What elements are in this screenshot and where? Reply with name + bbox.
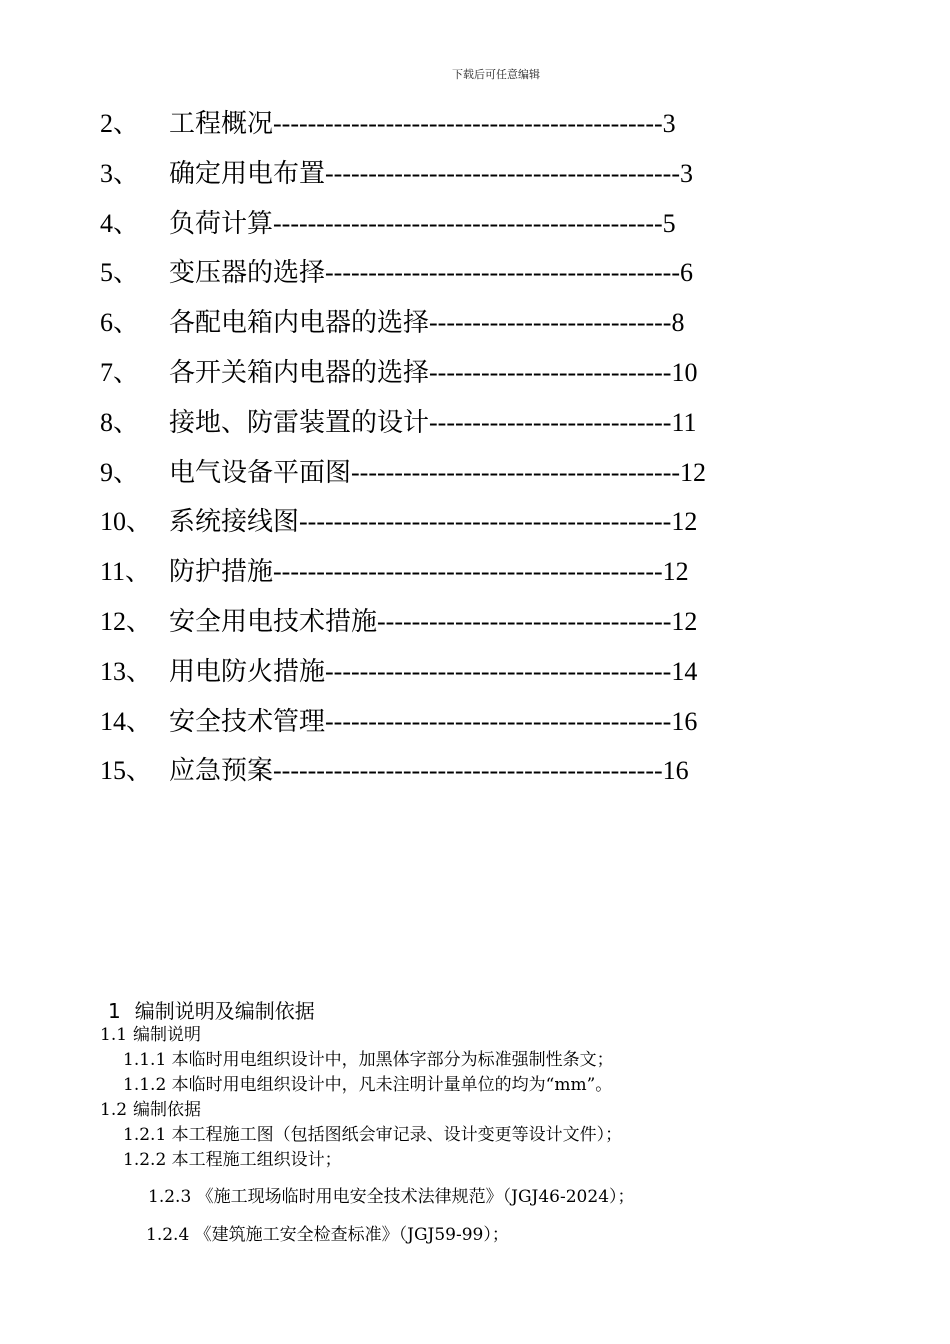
toc-entry-number: 10、	[100, 507, 153, 537]
toc-page-number: 11	[671, 407, 697, 437]
toc-entry[interactable]	[100, 502, 820, 552]
clause-paragraph: 1.2.3 《施工现场临时用电安全技术法律规范》（JGJ46-2024）；	[148, 1187, 635, 1207]
toc-leader-dashes: --------------------------------------	[351, 457, 681, 487]
toc-leader-dashes: ---------------------------------------------	[273, 557, 663, 587]
toc-entry[interactable]	[100, 104, 820, 154]
toc-entry-number: 8、	[100, 407, 140, 437]
toc-entry-number: 5、	[100, 258, 140, 288]
toc-entry-line	[169, 751, 689, 791]
toc-entry-title: 防护措施	[169, 557, 274, 587]
toc-leader-dashes: -----------------------------------------	[325, 258, 681, 288]
toc-entry[interactable]	[100, 154, 820, 204]
toc-entry-number: 15、	[100, 756, 153, 786]
toc-leader-dashes: -----------------------------------------	[325, 158, 681, 188]
toc-entry-line	[169, 204, 676, 244]
toc-leader-dashes: ----------------------------	[429, 357, 672, 387]
toc-entry-line	[169, 154, 693, 194]
toc-entry-line	[169, 502, 697, 542]
toc-leader-dashes: ----------------------------	[429, 308, 672, 338]
toc-entry-title: 安全用电技术措施	[169, 606, 378, 636]
toc-entry[interactable]	[100, 602, 820, 652]
clause-paragraph: 1.2.1 本工程施工图（包括图纸会审记录、设计变更等设计文件）；	[123, 1125, 623, 1145]
toc-entry-number: 2、	[100, 109, 140, 138]
toc-leader-dashes: ----------------------------	[429, 407, 672, 437]
toc-leader-dashes: ----------------------------------	[377, 606, 672, 636]
toc-entry[interactable]	[100, 353, 820, 403]
clause-paragraph: 1.1.2 本临时用电组织设计中，凡未注明计量单位的均为“mm”。	[123, 1075, 613, 1095]
toc-entry[interactable]	[100, 204, 820, 254]
toc-entry-title: 系统接线图	[169, 507, 300, 537]
toc-entry-number: 7、	[100, 357, 140, 387]
toc-entry-number: 12、	[100, 606, 153, 636]
toc-entry-number: 11、	[100, 557, 152, 587]
toc-entry-line	[169, 552, 689, 592]
toc-entry-line	[169, 403, 697, 443]
toc-entry[interactable]	[100, 552, 820, 602]
toc-entry-number: 4、	[100, 208, 140, 238]
toc-leader-dashes: ----------------------------------------	[325, 656, 672, 686]
toc-entry-title: 接地、防雷装置的设计	[169, 407, 430, 437]
toc-page-number: 6	[680, 258, 694, 288]
toc-page-number: 16	[662, 756, 689, 786]
toc-page-number: 3	[680, 158, 694, 188]
toc-entry[interactable]	[100, 453, 820, 503]
toc-entry[interactable]	[100, 403, 820, 453]
toc-entry-title: 安全技术管理	[169, 706, 326, 736]
subsection-heading	[100, 1020, 201, 1045]
section-number: 1	[108, 999, 121, 1023]
toc-page-number: 12	[662, 557, 689, 587]
toc-entry-line	[169, 353, 697, 393]
toc-entry-title: 应急预案	[169, 756, 274, 786]
toc-page-number: 12	[680, 457, 707, 487]
toc-page-number: 5	[662, 208, 676, 238]
toc-entry-line	[169, 253, 693, 293]
toc-entry-title: 各开关箱内电器的选择	[169, 357, 430, 387]
toc-entry-line	[169, 702, 697, 742]
toc-entry[interactable]	[100, 751, 820, 801]
toc-entry-number: 3、	[100, 158, 140, 188]
table-of-contents	[100, 104, 820, 801]
toc-leader-dashes: ---------------------------------------------	[273, 208, 663, 238]
toc-entry-title: 各配电箱内电器的选择	[169, 308, 430, 338]
section-title: 编制说明及编制依据	[134, 999, 315, 1023]
subsection-number: 1.1	[100, 1025, 128, 1045]
subsection-title: 编制说明	[133, 1025, 202, 1045]
toc-entry-number: 9、	[100, 457, 140, 487]
toc-entry-title: 电气设备平面图	[169, 457, 352, 487]
toc-entry[interactable]	[100, 253, 820, 303]
toc-entry[interactable]	[100, 303, 820, 353]
toc-leader-dashes: ---------------------------------------------	[273, 109, 663, 138]
toc-page-number: 3	[662, 109, 676, 138]
toc-entry-number: 14、	[100, 706, 153, 736]
toc-entry-title: 负荷计算	[169, 208, 274, 238]
toc-page-number: 8	[671, 308, 685, 338]
subsection-number: 1.2	[100, 1100, 128, 1120]
toc-entry-number: 6、	[100, 308, 140, 338]
toc-page-number: 16	[671, 706, 698, 736]
clause-paragraph: 1.1.1 本临时用电组织设计中，加黑体字部分为标准强制性条文；	[123, 1050, 614, 1070]
subsection-title: 编制依据	[133, 1100, 202, 1120]
clause-paragraph: 1.2.2 本工程施工组织设计；	[123, 1150, 342, 1170]
clause-paragraph: 1.2.4 《建筑施工安全检查标准》（JGJ59-99）；	[146, 1225, 509, 1245]
toc-entry-title: 工程概况	[169, 109, 274, 138]
toc-leader-dashes: ---------------------------------------------	[273, 756, 663, 786]
toc-page-number: 10	[671, 357, 698, 387]
toc-leader-dashes: ----------------------------------------	[325, 706, 672, 736]
toc-entry-title: 确定用电布置	[169, 158, 326, 188]
toc-entry-line	[169, 602, 697, 642]
toc-entry-line	[169, 652, 697, 692]
toc-page-number: 12	[671, 507, 698, 537]
toc-entry-line	[169, 104, 676, 144]
toc-entry-line	[169, 303, 684, 343]
toc-page-number: 14	[671, 656, 698, 686]
subsection-heading	[100, 1095, 201, 1120]
toc-entry-title: 变压器的选择	[169, 258, 326, 288]
toc-leader-dashes: -------------------------------------------	[299, 507, 672, 537]
toc-entry[interactable]	[100, 702, 820, 752]
toc-entry-title: 用电防火措施	[169, 656, 326, 686]
toc-entry[interactable]	[100, 652, 820, 702]
toc-entry-line	[169, 453, 706, 493]
header-note: 下载后可任意编辑	[452, 68, 540, 81]
toc-page-number: 12	[671, 606, 698, 636]
toc-entry-number: 13、	[100, 656, 153, 686]
